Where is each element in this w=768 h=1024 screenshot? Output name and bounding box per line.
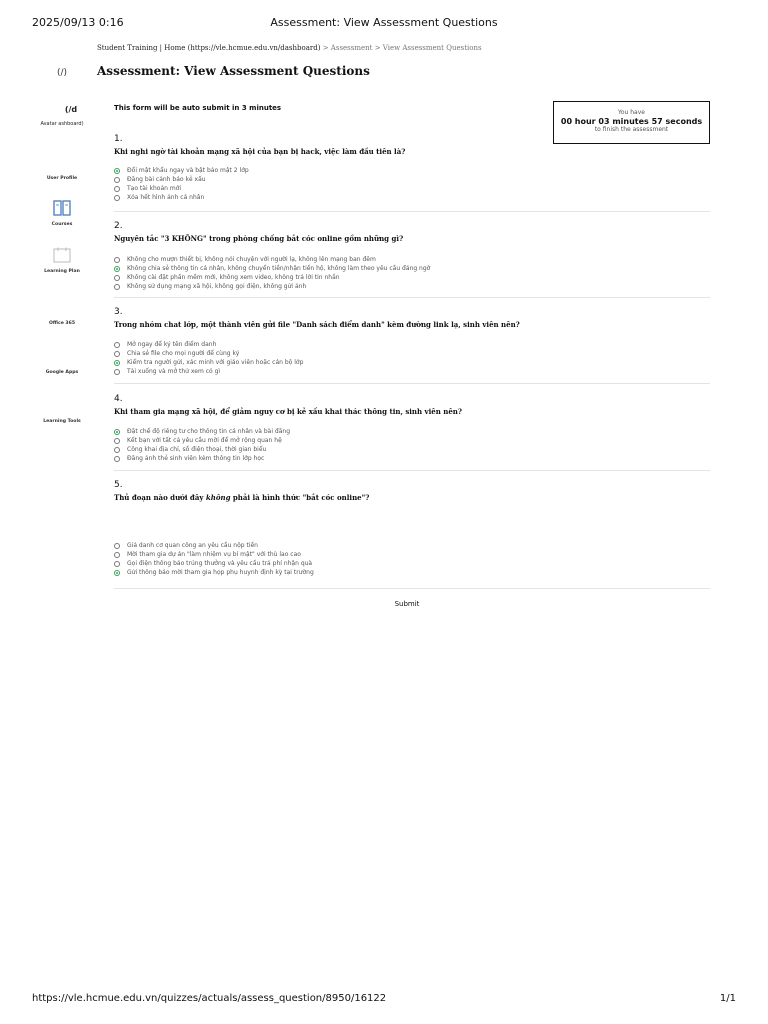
question-5: [114, 480, 710, 577]
option-label: Kết bạn với tất cả yêu cầu mời để mở rộng quan hệ: [127, 437, 282, 444]
question-text: [114, 493, 710, 502]
option[interactable]: [114, 184, 710, 193]
option-label: Không cài đặt phần mềm mới, không xem video, không trả lời tin nhắn: [127, 274, 340, 281]
avatar-alt-text: Avatar ashboard): [40, 121, 84, 127]
question-3: [114, 307, 710, 376]
sidebar-item-label: Learning Plan: [44, 269, 80, 274]
radio-button[interactable]: [114, 561, 120, 567]
question-4: [114, 394, 710, 463]
avatar[interactable]: [38, 105, 86, 141]
home-logo-link[interactable]: (/): [56, 68, 68, 78]
option[interactable]: [114, 445, 710, 454]
print-datetime: 2025/09/13 0:16: [32, 16, 124, 29]
print-url: https://vle.hcmue.edu.vn/quizzes/actuals/assess_question/8950/16122: [32, 993, 387, 1004]
sidebar-item-user-profile[interactable]: [38, 176, 86, 181]
option-list: [114, 255, 710, 291]
radio-button[interactable]: [114, 275, 120, 281]
option-label: Gửi thông báo mời tham gia họp phụ huynh định kỳ tại trường: [127, 569, 314, 576]
timer-countdown: 00 hour 03 minutes 57 seconds: [560, 117, 703, 126]
radio-button[interactable]: [114, 447, 120, 453]
option-label: Kiểm tra người gửi, xác minh với giáo viên hoặc cán bộ lớp: [127, 359, 304, 366]
print-footer: [32, 993, 736, 1007]
question-number: 1.: [114, 134, 123, 144]
breadcrumb-separator: >: [372, 44, 383, 52]
sidebar-item-label: User Profile: [46, 176, 78, 181]
sidebar-item-courses[interactable]: [38, 200, 86, 227]
book-icon: [53, 200, 71, 216]
radio-button[interactable]: [114, 552, 120, 558]
option[interactable]: [114, 166, 710, 175]
breadcrumb-current: View Assessment Questions: [382, 44, 482, 52]
option-list: [114, 340, 710, 376]
radio-button[interactable]: [114, 438, 120, 444]
breadcrumb-separator: >: [320, 44, 331, 52]
timer-label-top: You have: [618, 109, 645, 116]
option-label: Tải xuống và mở thử xem có gì: [127, 368, 221, 375]
radio-button[interactable]: [114, 360, 120, 366]
sidebar-item-learning-tools[interactable]: [38, 419, 86, 424]
radio-button[interactable]: [114, 456, 120, 462]
sidebar-item-office-365[interactable]: [38, 321, 86, 326]
radio-button[interactable]: [114, 177, 120, 183]
sidebar-item-learning-plan[interactable]: [38, 247, 86, 274]
divider: [114, 470, 710, 471]
timer-label-bottom: to finish the assessment: [594, 126, 669, 133]
radio-button[interactable]: [114, 266, 120, 272]
radio-button[interactable]: [114, 168, 120, 174]
sidebar-item-label: Courses: [51, 222, 73, 227]
page-title: Assessment: View Assessment Questions: [97, 64, 370, 78]
sidebar-item-label: Learning Tools: [43, 419, 81, 424]
option-list: [114, 541, 710, 577]
question-text: Trong nhóm chat lớp, một thành viên gửi file "Danh sách điểm danh" kèm đường link lạ, sinh viên nên?: [114, 320, 520, 329]
option-label: Gọi điện thông báo trúng thưởng và yêu cầu trả phí nhận quà: [127, 560, 313, 567]
print-page-number: 1/1: [719, 993, 736, 1004]
question-text: Khi nghi ngờ tài khoản mạng xã hội của bạn bị hack, việc làm đầu tiên là?: [114, 147, 406, 156]
option[interactable]: [114, 427, 710, 436]
radio-button[interactable]: [114, 570, 120, 576]
option[interactable]: [114, 541, 710, 550]
breadcrumb-assessment-link[interactable]: Assessment: [330, 44, 373, 52]
auto-submit-notice: This form will be auto submit in 3 minutes: [114, 104, 282, 112]
option[interactable]: [114, 282, 710, 291]
divider: [114, 588, 710, 589]
option-label: Mời tham gia dự án "làm nhiệm vụ bí mật" với thù lao cao: [127, 551, 301, 558]
option[interactable]: [114, 349, 710, 358]
radio-button[interactable]: [114, 543, 120, 549]
option-label: Tạo tài khoản mới: [127, 185, 182, 192]
sidebar-item-label: Google Apps: [45, 370, 79, 375]
option-label: Giả danh cơ quan công an yêu cầu nộp tiền: [127, 542, 258, 549]
radio-button[interactable]: [114, 429, 120, 435]
radio-button[interactable]: [114, 284, 120, 290]
option[interactable]: [114, 436, 710, 445]
option[interactable]: [114, 559, 710, 568]
option-label: Không cho mượn thiết bị, không nói chuyện với người lạ, không lên mạng ban đêm: [127, 256, 376, 263]
option[interactable]: [114, 175, 710, 184]
question-number: 5.: [114, 480, 123, 490]
option-label: Công khai địa chỉ, số điện thoại, thời gian biểu: [127, 446, 267, 453]
option[interactable]: [114, 454, 710, 463]
question-text: Khi tham gia mạng xã hội, để giảm nguy cơ bị kẻ xấu khai thác thông tin, sinh viên nên?: [114, 407, 462, 416]
main-content: [97, 44, 709, 608]
option-label: Chia sẻ file cho mọi người để cùng ký: [127, 350, 240, 357]
question-number: 3.: [114, 307, 123, 317]
option-label: Đặt chế độ riêng tư cho thông tin cá nhân và bài đăng: [127, 428, 290, 435]
option[interactable]: [114, 340, 710, 349]
divider: [114, 297, 710, 298]
option[interactable]: [114, 358, 710, 367]
submit-button[interactable]: Submit: [377, 600, 437, 608]
option[interactable]: [114, 193, 710, 202]
option[interactable]: [114, 367, 710, 376]
question-number: 4.: [114, 394, 123, 404]
question-text-part: Thủ đoạn nào dưới đây: [114, 493, 206, 502]
option[interactable]: [114, 255, 710, 264]
radio-button[interactable]: [114, 257, 120, 263]
question-text: Nguyên tắc "3 KHÔNG" trong phòng chống bắt cóc online gồm những gì?: [114, 234, 404, 243]
option-label: Đổi mật khẩu ngay và bật bảo mật 2 lớp: [127, 167, 249, 174]
option[interactable]: [114, 568, 710, 577]
radio-button[interactable]: [114, 186, 120, 192]
print-doc-title: Assessment: View Assessment Questions: [270, 16, 498, 29]
divider: [114, 211, 710, 212]
option-list: [114, 166, 710, 202]
question-2: [114, 221, 710, 291]
option-label: Đăng ảnh thẻ sinh viên kèm thông tin lớp học: [127, 455, 265, 462]
option[interactable]: [114, 273, 710, 282]
option-label: Xóa hết hình ảnh cá nhân: [127, 194, 205, 201]
sidebar-item-label: Office 365: [48, 321, 76, 326]
calendar-icon: [53, 247, 71, 263]
option[interactable]: [114, 264, 710, 273]
question-1: [114, 134, 710, 202]
option-label: Mở ngay để ký tên điểm danh: [127, 341, 217, 348]
radio-button[interactable]: [114, 351, 120, 357]
sidebar: [38, 40, 86, 460]
question-text-emphasis: không: [205, 493, 231, 502]
option-label: Đăng bài cảnh báo kẻ xấu: [127, 176, 206, 183]
radio-button[interactable]: [114, 195, 120, 201]
radio-button[interactable]: [114, 342, 120, 348]
breadcrumb-home-link[interactable]: Student Training | Home (https://vle.hcmue.edu.vn/dashboard): [97, 44, 321, 52]
option-list: [114, 427, 710, 463]
option-label: Không chia sẻ thông tin cá nhân, không chuyển tiền/nhận tiền hộ, không làm theo yêu cầu đáng ngờ: [127, 265, 431, 272]
breadcrumb: [97, 44, 709, 56]
sidebar-item-google-apps[interactable]: [38, 370, 86, 375]
avatar-link-text: (/d: [64, 105, 78, 114]
divider: [114, 383, 710, 384]
radio-button[interactable]: [114, 369, 120, 375]
option[interactable]: [114, 550, 710, 559]
question-text-part: phải là hình thức "bắt cóc online"?: [230, 493, 370, 502]
print-header: [32, 16, 736, 30]
question-number: 2.: [114, 221, 123, 231]
option-label: Không sử dụng mạng xã hội, không gọi điện, không gửi ảnh: [127, 283, 307, 290]
